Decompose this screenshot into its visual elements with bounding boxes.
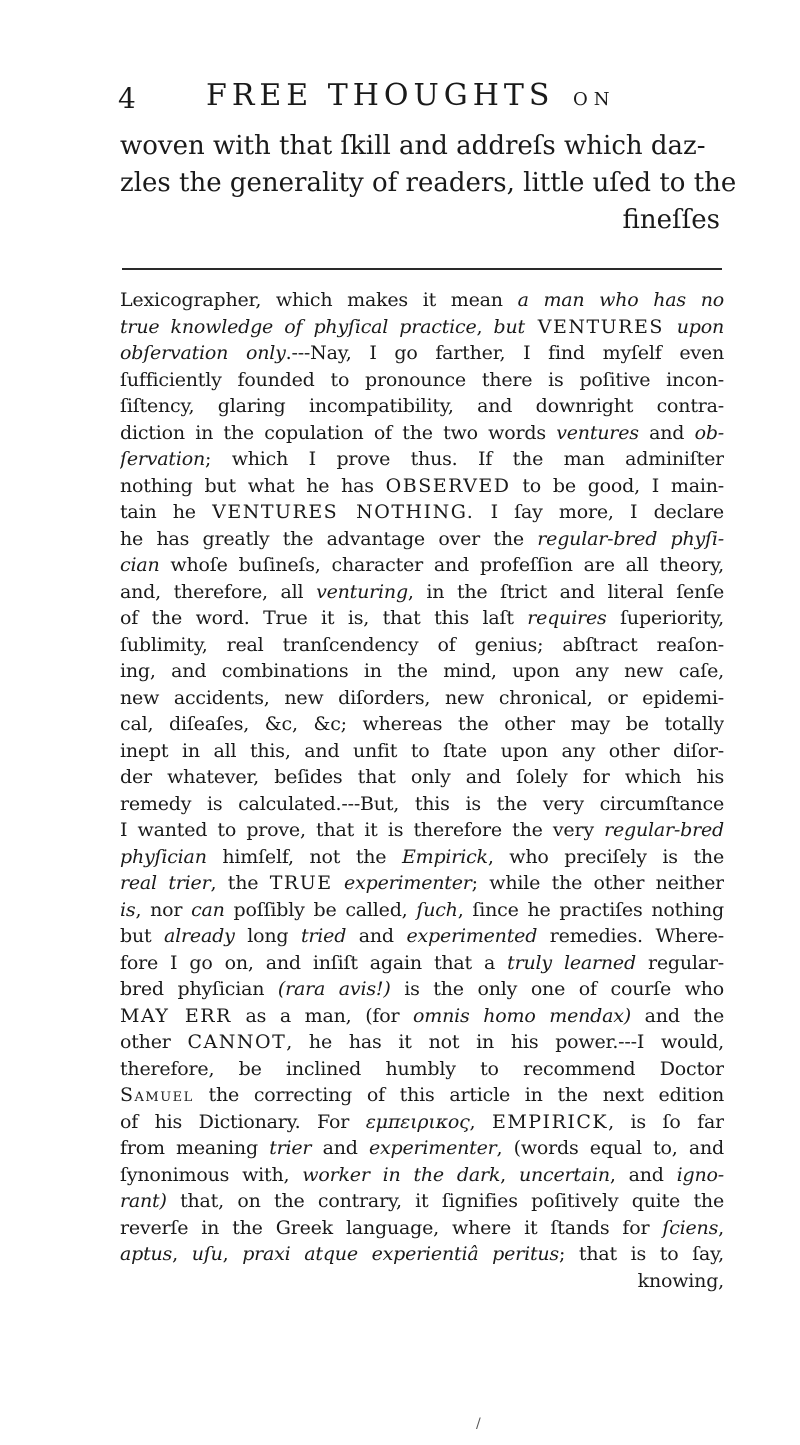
running-title: FREE THOUGHTS ON: [206, 78, 616, 113]
text-line: MAY ERR as a man, (for omnis homo mendax) and the: [120, 1004, 724, 1027]
catchword: knowing,: [637, 1269, 724, 1292]
text-line: ſiſtency, glaring incompatibility, and downright contra-: [120, 395, 724, 417]
text-line: zles the generality of readers, little uſed to the: [120, 168, 737, 198]
section-divider: [122, 268, 722, 270]
text-line: cian whoſe buſineſs, character and profeſſion are all theory,: [120, 554, 724, 576]
text-line: but already long tried and experimented remedies. Where-: [120, 925, 724, 947]
text-line: fore I go on, and inſiſt again that a truly learned regular-: [120, 951, 724, 974]
page-mark: /: [476, 1416, 481, 1432]
text-line: obſervation only.---Nay, I go farther, I find myſelf even: [120, 342, 724, 364]
text-line: therefore, be inclined humbly to recommend Doctor: [120, 1057, 724, 1080]
text-line: Lexicographer, which makes it mean a man who has no: [120, 289, 724, 311]
text-line: aptus, uſu, praxi atque experientiâ peritus; that is to ſay,: [120, 1243, 724, 1265]
text-line: ſublimity, real tranſcendency of genius; abſtract reaſon-: [120, 633, 724, 656]
text-line: is, nor can poſſibly be called, ſuch, ſince he practiſes nothing: [120, 898, 724, 921]
text-line: reverſe in the Greek language, where it ſtands for ſciens,: [120, 1216, 724, 1239]
text-line: ſervation; which I prove thus. If the man adminiſter: [120, 448, 724, 470]
text-line: true knowledge of phyſical practice, but VENTURES upon: [120, 315, 724, 338]
text-line: diction in the copulation of the two words ventures and ob-: [120, 421, 724, 444]
text-line: I wanted to prove, that it is therefore the very regular-bred: [120, 819, 724, 841]
text-line: new accidents, new diſorders, new chronical, or epidemi-: [120, 686, 724, 709]
text-line: ſufficiently founded to pronounce there is poſitive incon-: [120, 368, 724, 391]
text-line: inept in all this, and unfit to ſtate upon any other diſor-: [120, 739, 724, 762]
text-line: fineſſes: [622, 205, 720, 235]
text-line: real trier, the TRUE experimenter; while the other neither: [120, 872, 724, 894]
footnote-text: [120, 287, 724, 1294]
text-line: phyſician himſelf, not the Empirick, who preciſely is the: [120, 845, 724, 868]
text-line: and, therefore, all venturing, in the ſtrict and literal ſenſe: [120, 580, 724, 603]
text-line: rant) that, on the contrary, it ſignifies poſitively quite the: [120, 1190, 724, 1212]
text-line: der whatever, beſides that only and ſolely for which his: [120, 766, 724, 788]
opening-paragraph: [120, 128, 737, 239]
page-number: 4: [118, 82, 136, 115]
text-line: tain he VENTURES NOTHING. I ſay more, I declare: [120, 501, 724, 523]
text-line: of the word. True it is, that this laſt requires ſuperiority,: [120, 607, 724, 629]
text-line: bred phyſician (rara avis!) is the only one of courſe who: [120, 978, 724, 1000]
text-line: he has greatly the advantage over the regular-bred phyſi-: [120, 527, 724, 550]
text-line: of his Dictionary. For εμπειρικος, EMPIRICK, is ſo far: [120, 1110, 724, 1133]
text-line: nothing but what he has OBSERVED to be good, I main-: [120, 474, 724, 497]
text-line: ing, and combinations in the mind, upon any new caſe,: [120, 660, 724, 682]
text-line: woven with that ſkill and addreſs which daz-: [120, 131, 706, 161]
text-line: ſynonimous with, worker in the dark, uncertain, and igno-: [120, 1163, 724, 1186]
running-header: [118, 78, 718, 118]
text-line: cal, diſeaſes, &c, &c; whereas the other may be totally: [120, 713, 724, 735]
text-line: from meaning trier and experimenter, (words equal to, and: [120, 1137, 724, 1159]
text-line: remedy is calculated.---But, this is the very circumſtance: [120, 792, 724, 815]
text-line: Samuel the correcting of this article in the next edition: [120, 1084, 724, 1106]
text-line: other CANNOT, he has it not in his power.---I would,: [120, 1031, 724, 1053]
